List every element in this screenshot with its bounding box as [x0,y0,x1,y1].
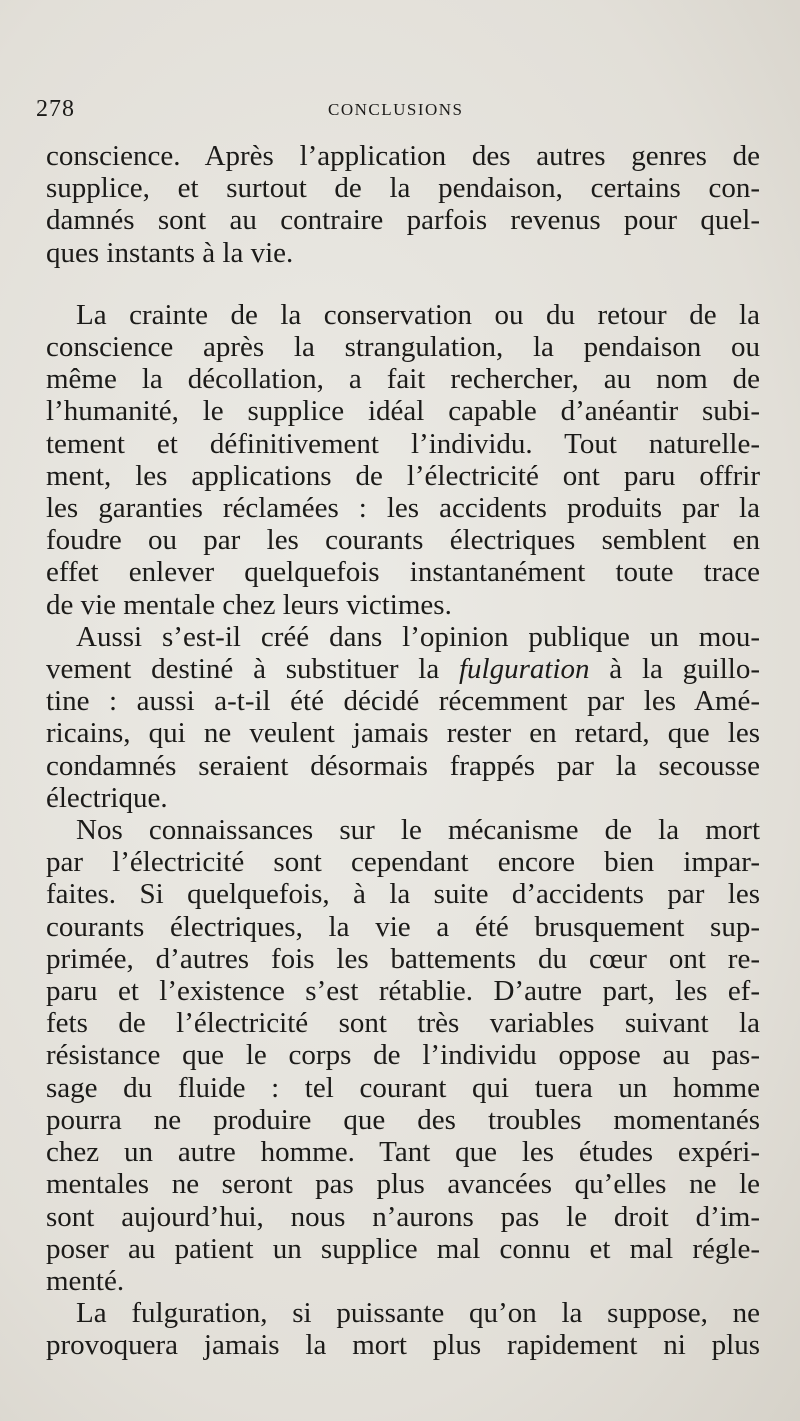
text-line: fets de l’électricité sont très variables suivant la [46,1007,760,1040]
text-line: résistance que le corps de l’individu oppose au pas- [46,1039,760,1072]
text-line: La fulguration, si puissante qu’on la suppose, ne [76,1297,760,1330]
text-line: primée, d’autres fois les battements du cœur ont re- [46,942,760,975]
text-line: même la décollation, a fait rechercher, au nom de [46,363,760,396]
paragraph [46,621,760,814]
text-line: ques instants à la vie. [46,236,294,269]
text-line: Nos connaissances sur le mécanisme de la mort [76,814,760,847]
paragraph [46,1297,760,1361]
paragraph [46,299,760,621]
paragraph [46,140,760,269]
text-line: paru et l’existence s’est rétablie. D’autre part, les ef- [46,975,760,1008]
text-fragment: à la guillo- [589,653,760,686]
text-line: électrique. [46,781,168,814]
text-line: faites. Si quelquefois, à la suite d’accidents par les [46,878,760,911]
italic-term: fulguration [459,653,590,686]
paragraph [46,814,760,1297]
running-head: CONCLUSIONS [328,100,464,119]
text-line: conscience après la strangulation, la pendaison ou [46,331,760,364]
text-line [46,653,760,685]
text-line: par l’électricité sont cependant encore bien impar- [46,846,760,879]
text-line: effet enlever quelquefois instantanément toute trace [46,556,760,589]
text-line: sont aujourd’hui, nous n’aurons pas le droit d’im- [46,1200,760,1233]
text-line: ment, les applications de l’électricité ont paru offrir [46,459,760,492]
text-line: tement et définitivement l’individu. Tout naturelle- [46,427,760,460]
text-line: pourra ne produire que des troubles momentanés [46,1103,760,1136]
page-number: 278 [36,96,75,122]
text-line: courants électriques, la vie a été brusquement sup- [46,910,760,943]
text-line: Aussi s’est-il créé dans l’opinion publique un mou- [76,620,760,653]
text-line: ricains, qui ne veulent jamais rester en retard, que les [46,717,760,750]
text-line: chez un autre homme. Tant que les études expéri- [46,1136,760,1169]
text-line: mentales ne seront pas plus avancées qu’elles ne le [46,1168,760,1201]
text-line: l’humanité, le supplice idéal capable d’anéantir subi- [46,395,760,428]
text-line: tine : aussi a-t-il été décidé récemment par les Amé- [46,685,760,718]
text-line: La crainte de la conservation ou du retour de la [76,298,760,331]
text-line: de vie mentale chez leurs victimes. [46,588,452,621]
text-line: supplice, et surtout de la pendaison, certains con- [46,172,760,205]
text-line: menté. [46,1264,125,1297]
text-fragment: vement destiné à substituer la [46,653,459,686]
text-line: poser au patient un supplice mal connu et mal régle- [46,1232,760,1265]
text-line: conscience. Après l’application des autres genres de [46,140,760,172]
text-line: foudre ou par les courants électriques semblent en [46,524,760,557]
text-line: damnés sont au contraire parfois revenus pour quel- [46,204,760,237]
body-text [46,140,760,1362]
text-line: provoquera jamais la mort plus rapidement ni plus [46,1329,760,1362]
text-line: condamnés seraient désormais frappés par la secousse [46,749,760,782]
paragraph-gap [46,269,760,299]
text-line: sage du fluide : tel courant qui tuera un homme [46,1071,760,1104]
text-line: les garanties réclamées : les accidents produits par la [46,492,760,525]
